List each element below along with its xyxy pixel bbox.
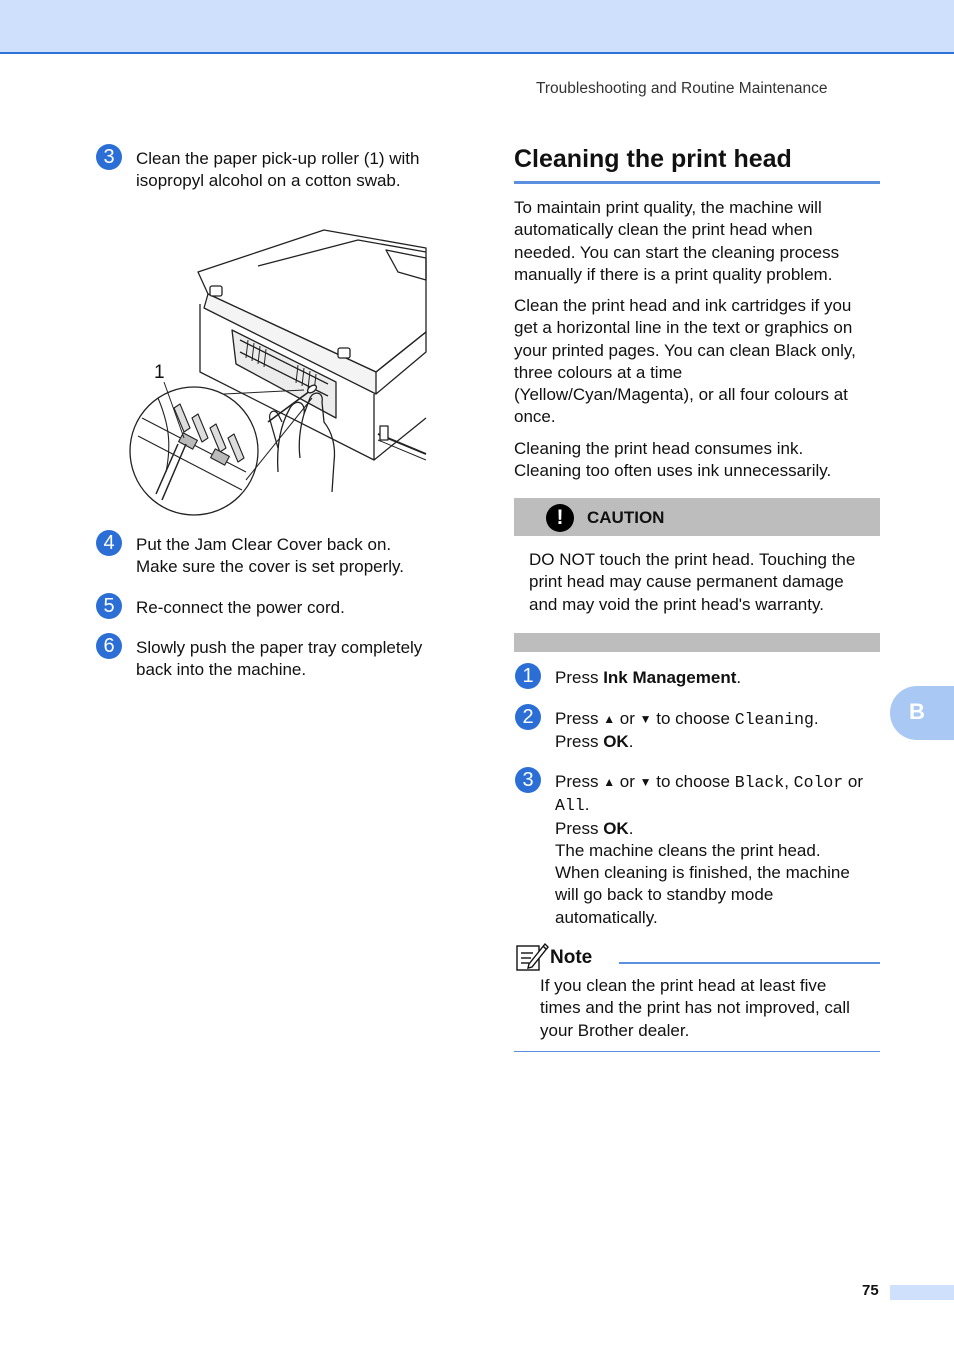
title-underline	[514, 181, 880, 184]
text-line: your printed pages. You can clean Black only,	[514, 340, 856, 360]
when-to-clean-paragraph	[514, 295, 884, 429]
step-number-badge: 3	[96, 144, 122, 170]
menu-name: Ink Management	[603, 668, 737, 687]
text-line: Re-connect the power cord.	[136, 598, 345, 617]
text-line: automatically.	[555, 907, 658, 927]
caution-header	[514, 498, 880, 536]
section-title: Cleaning the print head	[514, 145, 792, 173]
option-all: All	[555, 796, 585, 816]
text-line: Cleaning the print head consumes ink.	[514, 439, 804, 458]
option-cleaning: Cleaning	[734, 710, 814, 729]
appendix-tab[interactable]	[890, 686, 954, 740]
step-number-badge: 2	[515, 704, 541, 730]
text-line: print head may cause permanent damage	[529, 572, 844, 592]
step-text	[136, 534, 404, 579]
step-number-badge: 6	[96, 633, 122, 659]
text-line: your Brother dealer.	[540, 1020, 690, 1040]
text-line: DO NOT touch the print head. Touching the	[529, 550, 856, 569]
running-title: Troubleshooting and Routine Maintenance	[536, 80, 828, 97]
caution-text	[529, 549, 884, 616]
text-line: All.	[555, 795, 590, 816]
text-line: Press ▲ or ▼ to choose Black, Color or	[555, 772, 864, 792]
step-text	[136, 597, 345, 619]
note-pencil-icon	[515, 940, 549, 972]
step-text	[555, 771, 863, 929]
text-line: When cleaning is finished, the machine	[555, 863, 850, 883]
down-arrow-icon: ▼	[639, 712, 652, 726]
text-line: automatically clean the print head when	[514, 220, 813, 240]
step-text	[136, 148, 419, 193]
down-arrow-icon: ▼	[639, 775, 652, 789]
appendix-tab-letter: B	[909, 699, 925, 724]
text-line: Put the Jam Clear Cover back on.	[136, 535, 392, 554]
text-line: times and the print has not improved, call	[540, 998, 850, 1018]
note-label: Note	[550, 947, 593, 968]
text-line: If you clean the print head at least five	[540, 976, 827, 995]
caution-label: CAUTION	[587, 508, 665, 527]
intro-paragraph	[514, 197, 884, 286]
text-line: and may void the print head's warranty.	[529, 594, 824, 614]
option-color: Color	[793, 773, 844, 792]
text-line: Press ▲ or ▼ to choose Cleaning.	[555, 709, 819, 729]
callout-label: 1	[154, 362, 165, 383]
text-line: To maintain print quality, the machine will	[514, 198, 822, 217]
step-text	[555, 667, 741, 689]
text-line: needed. You can start the cleaning process	[514, 242, 840, 262]
text-line: once.	[514, 407, 556, 427]
text-line: isopropyl alcohol on a cotton swab.	[136, 171, 401, 191]
ink-usage-paragraph	[514, 438, 884, 483]
up-arrow-icon: ▲	[603, 775, 616, 789]
text-line: Slowly push the paper tray completely	[136, 638, 423, 657]
text-line: Clean the print head and ink cartridges if you	[514, 296, 852, 315]
text-line: Cleaning too often uses ink unnecessarily.	[514, 461, 832, 481]
ok-key: OK	[603, 732, 629, 752]
exclamation-icon: !	[546, 504, 574, 532]
text-line: get a horizontal line in the text or graphics on	[514, 318, 853, 338]
text-line: Press Ink Management.	[555, 668, 742, 687]
note-rule	[619, 962, 880, 964]
step-number-badge: 1	[515, 663, 541, 689]
step-number-badge: 4	[96, 530, 122, 556]
text-line: manually if there is a print quality problem.	[514, 264, 833, 284]
text-line: The machine cleans the print head.	[555, 840, 821, 860]
text-line: will go back to standby mode	[555, 885, 774, 905]
footer-band	[890, 1285, 954, 1300]
up-arrow-icon: ▲	[603, 712, 616, 726]
step-text	[555, 708, 819, 754]
header-band	[0, 0, 954, 54]
step-number-badge: 3	[515, 767, 541, 793]
text-line: Press OK.	[555, 732, 634, 752]
note-text	[540, 975, 885, 1042]
text-line: Press OK.	[555, 818, 634, 838]
text-line: (Yellow/Cyan/Magenta), or all four colours at	[514, 385, 848, 405]
text-line: Make sure the cover is set properly.	[136, 557, 405, 577]
page-number: 75	[862, 1282, 879, 1299]
caution-footer-band	[514, 633, 880, 652]
step-number-badge: 5	[96, 593, 122, 619]
roller-cleaning-illustration	[128, 222, 428, 518]
note-bottom-rule	[514, 1051, 880, 1052]
option-black: Black	[734, 773, 785, 792]
text-line: back into the machine.	[136, 660, 307, 680]
ok-key: OK	[603, 818, 629, 838]
text-line: Clean the paper pick-up roller (1) with	[136, 149, 420, 168]
step-text	[136, 637, 422, 682]
text-line: three colours at a time	[514, 362, 683, 382]
